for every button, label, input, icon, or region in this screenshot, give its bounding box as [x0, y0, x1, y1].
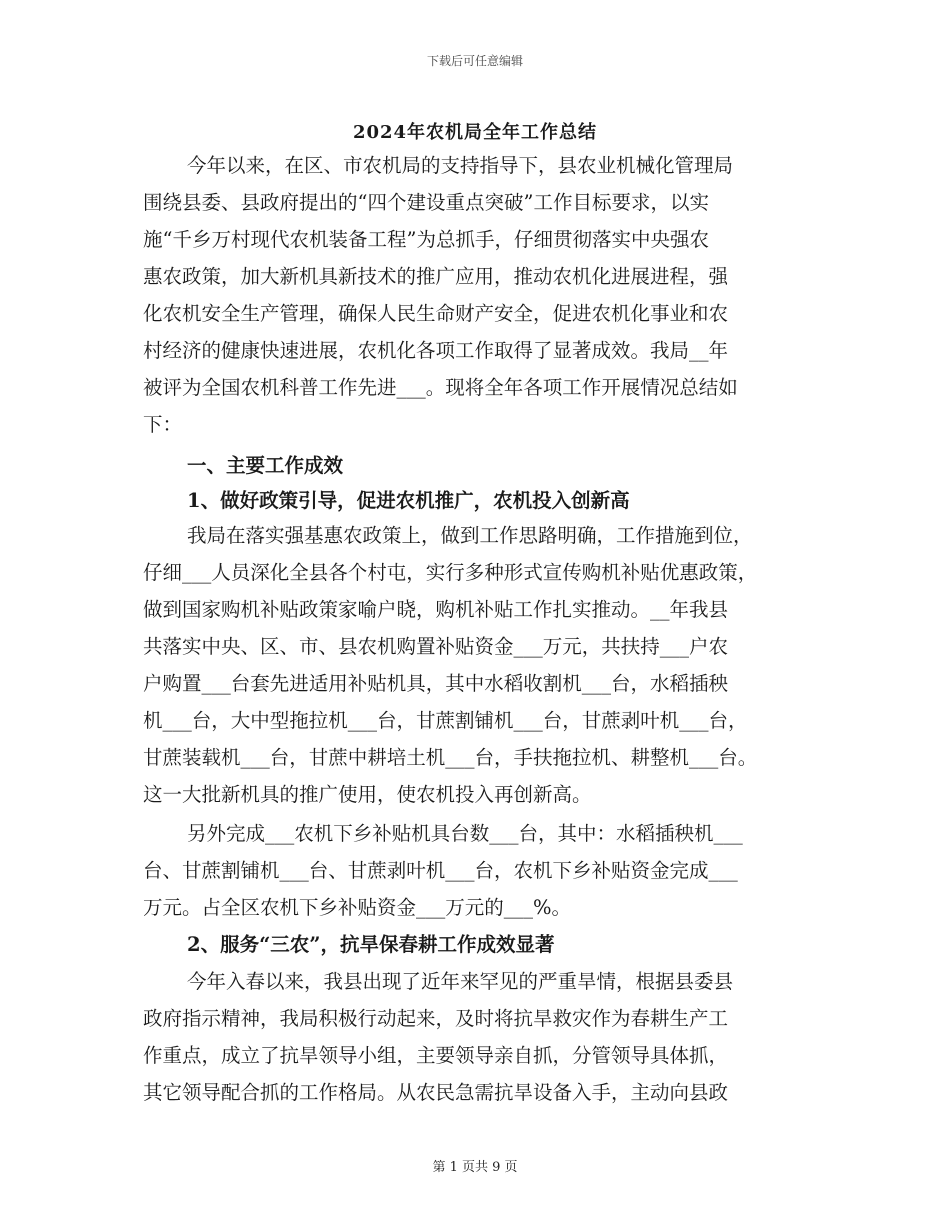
paragraph-line: 这一大批新机具的推广使用，使农机投入再创新高。	[143, 783, 592, 806]
intro-line: 今年以来，在区、市农机局的支持指导下，县农业机械化管理局	[187, 154, 734, 177]
paragraph-line: 甘蔗装载机___台，甘蔗中耕培土机___台，手扶拖拉机、耕整机___台。	[143, 746, 758, 769]
intro-line: 化农机安全生产管理，确保人民生命财产安全，促进农机化事业和农	[143, 302, 729, 325]
intro-line: 村经济的健康快速进展，农机化各项工作取得了显著成效。我局__年	[143, 339, 729, 362]
intro-line: 被评为全国农机科普工作先进___。现将全年各项工作开展情况总结如	[143, 376, 738, 399]
paragraph-line: 政府指示精神，我局积极行动起来，及时将抗旱救灾作为春耕生产工	[143, 1007, 729, 1030]
paragraph-line: 做到国家购机补贴政策家喻户晓，购机补贴工作扎实推动。__年我县	[143, 598, 729, 621]
paragraph-line: 机___台，大中型拖拉机___台，甘蔗割铺机___台，甘蔗剥叶机___台，	[143, 709, 748, 732]
section-heading: 一、主要工作成效	[187, 454, 344, 477]
paragraph-line: 作重点，成立了抗旱领导小组，主要领导亲自抓，分管领导具体抓，	[143, 1044, 729, 1067]
paragraph-line: 我局在落实强基惠农政策上，做到工作思路明确，工作措施到位，	[187, 524, 753, 547]
intro-line: 惠农政策，加大新机具新技术的推广应用，推动农机化进展进程，强	[143, 265, 729, 288]
paragraph-line: 万元。占全区农机下乡补贴资金___万元的___%。	[143, 896, 572, 919]
document-title: 2024年农机局全年工作总结	[352, 122, 598, 143]
page-footer: 第 1 页共 9 页	[432, 1160, 518, 1175]
paragraph-line: 其它领导配合抓的工作格局。从农民急需抗旱设备入手，主动向县政	[143, 1081, 729, 1104]
intro-line: 下：	[143, 413, 183, 436]
paragraph-line: 今年入春以来，我县出现了近年来罕见的严重旱情，根据县委县	[187, 970, 734, 993]
paragraph-line: 台、甘蔗割铺机___台、甘蔗剥叶机___台，农机下乡补贴资金完成___	[143, 859, 738, 882]
subsection-heading: 1、做好政策引导，促进农机推广，农机投入创新高	[187, 489, 630, 512]
paragraph-line: 户购置___台套先进适用补贴机具，其中水稻收割机___台，水稻插秧	[143, 672, 729, 695]
paragraph-line: 共落实中央、区、市、县农机购置补贴资金___万元，共扶持___户农	[143, 635, 729, 658]
header-note: 下载后可任意编辑	[426, 54, 523, 68]
subsection-heading: 2、服务“三农”，抗旱保春耕工作成效显著	[187, 933, 555, 956]
paragraph-line: 仔细___人员深化全县各个村屯，实行多种形式宣传购机补贴优惠政策，	[143, 561, 758, 584]
intro-line: 施“千乡万村现代农机装备工程”为总抓手，仔细贯彻落实中央强农	[143, 228, 709, 251]
intro-line: 围绕县委、县政府提出的“四个建设重点突破”工作目标要求，以实	[143, 191, 709, 214]
paragraph-line: 另外完成___农机下乡补贴机具台数___台，其中：水稻插秧机___	[187, 822, 743, 845]
